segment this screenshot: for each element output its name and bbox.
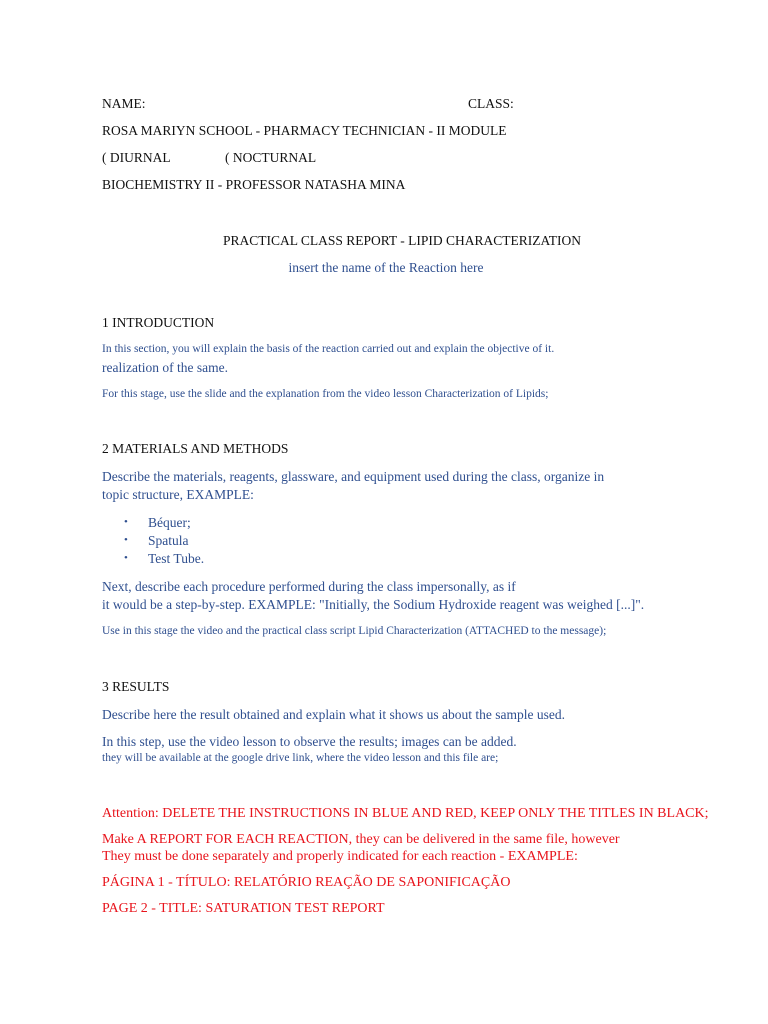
materials-desc-2: topic structure, EXAMPLE: [102,487,254,502]
list-item [124,516,191,530]
list-item [124,552,204,566]
list-item [124,534,189,548]
attention-line-3: They must be done separately and properly indicated for each reaction - EXAMPLE: [102,849,578,864]
name-label: NAME: [102,96,146,111]
school-line: ROSA MARIYN SCHOOL - PHARMACY TECHNICIAN - II MODULE [102,123,507,138]
section-heading-results: 3 RESULTS [102,679,170,694]
attention-example-page-2: PAGE 2 - TITLE: SATURATION TEST REPORT [102,901,385,916]
materials-note: Use in this stage the video and the practical class script Lipid Characterization (ATTACHED to the message); [102,625,607,637]
bullet-icon: • [124,534,128,546]
results-line-3: they will be available at the google drive link, where the video lesson and this file are; [102,752,499,764]
section-heading-introduction: 1 INTRODUCTION [102,315,215,330]
course-line: BIOCHEMISTRY II - PROFESSOR NATASHA MINA [102,177,406,192]
results-line-2: In this step, use the video lesson to observe the results; images can be added. [102,734,517,749]
shift-diurnal: ( DIURNAL [102,150,171,165]
attention-example-page-1: PÁGINA 1 - TÍTULO: RELATÓRIO REAÇÃO DE SAPONIFICAÇÃO [102,875,511,890]
list-item-label: Spatula [148,533,189,548]
list-item-label: Test Tube. [148,551,205,566]
class-label: CLASS: [468,96,514,111]
report-title: PRACTICAL CLASS REPORT - LIPID CHARACTERIZATION [222,233,582,248]
bullet-icon: • [124,552,128,564]
results-line-1: Describe here the result obtained and explain what it shows us about the sample used. [102,707,566,722]
attention-line-2: Make A REPORT FOR EACH REACTION, they can be delivered in the same file, however [102,832,620,847]
materials-desc-1: Describe the materials, reagents, glassware, and equipment used during the class, organize in [102,469,605,484]
materials-proc-2: it would be a step-by-step. EXAMPLE: "Initially, the Sodium Hydroxide reagent was weighed [...]". [102,597,645,612]
report-subtitle: insert the name of the Reaction here [288,260,484,275]
attention-line-1: Attention: DELETE THE INSTRUCTIONS IN BLUE AND RED, KEEP ONLY THE TITLES IN BLACK; [102,806,709,821]
intro-line-2: realization of the same. [102,360,228,375]
shift-nocturnal: ( NOCTURNAL [225,150,317,165]
section-heading-materials: 2 MATERIALS AND METHODS [102,441,289,456]
list-item-label: Béquer; [148,515,191,530]
bullet-icon: • [124,516,128,528]
intro-line-1: In this section, you will explain the basis of the reaction carried out and explain the objective of it. [102,343,555,355]
materials-proc-1: Next, describe each procedure performed during the class impersonally, as if [102,579,516,594]
intro-line-3: For this stage, use the slide and the explanation from the video lesson Characterization of Lipids; [102,388,549,400]
